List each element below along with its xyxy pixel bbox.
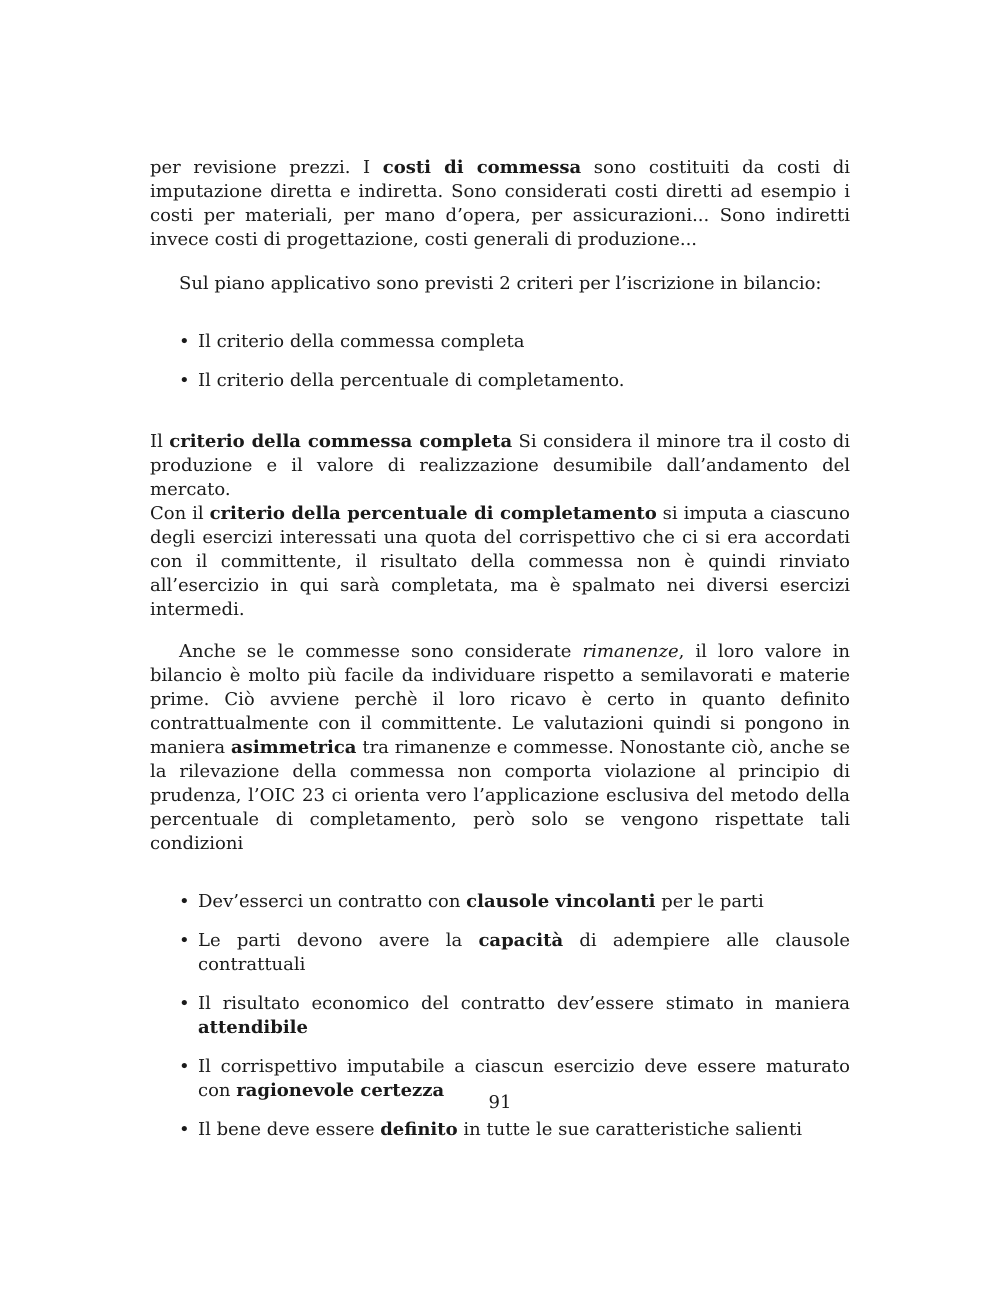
term-costi-di-commessa: costi di commessa — [382, 157, 582, 178]
term-criterio-commessa-completa: criterio della commessa completa — [169, 431, 513, 452]
bullet-icon: • — [179, 370, 190, 391]
paragraph-costi-commessa: per revisione prezzi. I costi di commessa sono costituiti da costi di imputazione diretta e indiretta. Sono considerati costi diretti ad esempio i costi per materiali, per mano d’opera, per assicurazioni... Sono indiretti invece costi di progettazione, costi generali di produzione... — [150, 157, 850, 250]
list-item: • Il bene deve essere definito in tutte le sue caratteristiche salienti — [179, 1119, 803, 1140]
bullet-icon: • — [179, 1056, 190, 1077]
paragraph-criteri-intro: Sul piano applicativo sono previsti 2 criteri per l’iscrizione in bilancio: — [179, 273, 822, 294]
page-number: 91 — [488, 1092, 512, 1113]
bullet-icon: • — [179, 1119, 190, 1140]
paragraph-rimanenze: Anche se le commesse sono considerate rimanenze, il loro valore in bilancio è molto più facile da individuare rispetto a semilavorati e materie prime. Ciò avviene perchè il loro ricavo è certo in quanto definito contrattualmente con il committente. Le valutazioni quindi si pongono in maniera asimmetrica tra rimanenze e commesse. Nonostante ciò, anche se la rilevazione della commessa non comporta violazione al principio di prudenza, l’OIC 23 ci orienta vero l’applicazione esclusiva del metodo della percentuale di completamento, però solo se vengono rispettate tali condizioni — [150, 641, 850, 854]
list-item: • Le parti devono avere la capacità di adempiere alle clausole contrattuali — [179, 930, 850, 975]
bullet-icon: • — [179, 331, 190, 352]
term-rimanenze: rimanenze — [582, 641, 679, 662]
term-asimmetrica: asimmetrica — [231, 737, 357, 758]
page-content — [150, 156, 850, 1142]
list-item: • Il criterio della commessa completa — [179, 331, 525, 352]
paragraph-criterio-percentuale: Con il criterio della percentuale di completamento si imputa a ciascuno degli esercizi interessati una quota del corrispettivo che ci si era accordati con il committente, il risultato della commessa non è quindi rinviato all’esercizio in qui sarà completata, ma è spalmato nei diversi esercizi intermedi. — [150, 503, 850, 620]
criteria-list — [150, 330, 850, 393]
list-item: • Il criterio della percentuale di completamento. — [179, 370, 625, 391]
term-criterio-percentuale-completamento: criterio della percentuale di completamento — [209, 503, 657, 524]
list-item: • Il corrispettivo imputabile a ciascun esercizio deve essere maturato con ragionevole certezza — [179, 1056, 850, 1101]
list-item: • Dev’esserci un contratto con clausole vincolanti per le parti — [179, 891, 764, 912]
paragraph-criterio-commessa-completa: Il criterio della commessa completa Si considera il minore tra il costo di produzione e il valore di realizzazione desumibile dall’andamento del mercato. — [150, 431, 850, 500]
list-item: • Il risultato economico del contratto dev’essere stimato in maniera attendibile — [179, 993, 850, 1038]
bullet-icon: • — [179, 993, 190, 1014]
bullet-icon: • — [179, 891, 190, 912]
bullet-icon: • — [179, 930, 190, 951]
